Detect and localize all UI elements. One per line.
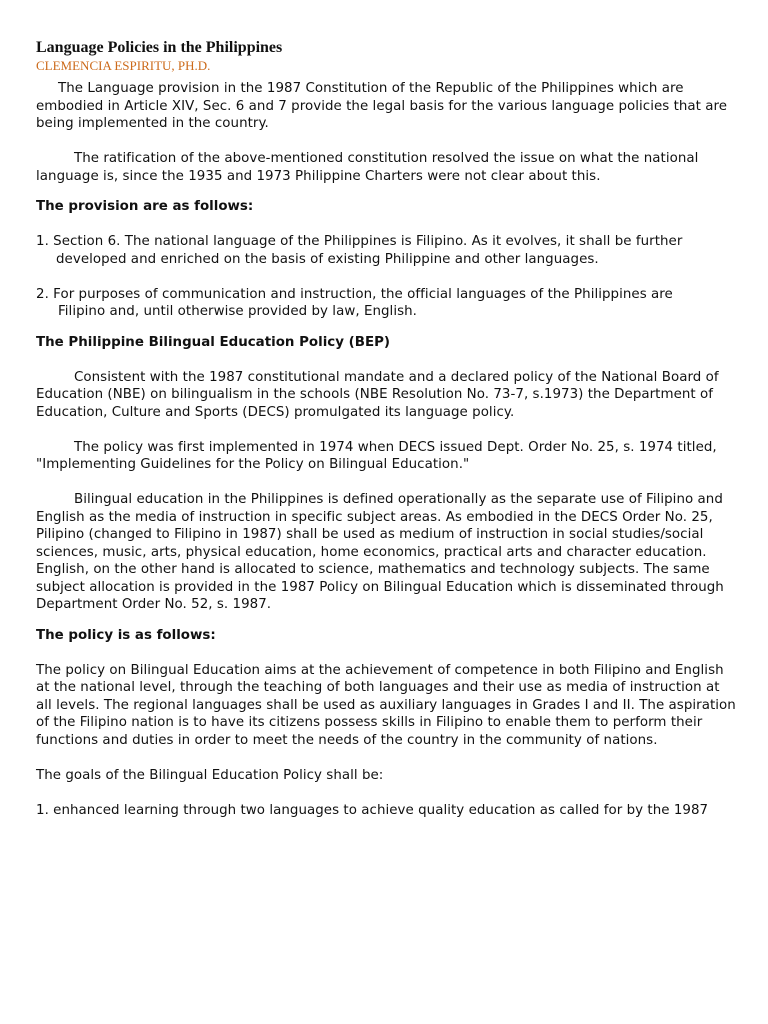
paragraph-policy-aims: The policy on Bilingual Education aims at the achievement of competence in both Filipino and English at the national level, through the teaching of both languages and their use as media of instruction at all levels. The regional languages shall be used as auxiliary languages in Grades I and II. The aspiration of the Filipino nation is to have its citizens possess skills in Filipino to enable them to perform their functions and duties in order to meet the needs of the country in the community of nations. bbox=[36, 662, 736, 748]
paragraph-ratification: The ratification of the above-mentioned constitution resolved the issue on what the national language is, since the 1935 and 1973 Philippine Charters were not clear about this. bbox=[36, 151, 699, 184]
heading-policy: The policy is as follows: bbox=[36, 627, 216, 643]
paragraph-language-provision: The Language provision in the 1987 Constitution of the Republic of the Philippines which are embodied in Article XIV, Sec. 6 and 7 provide the legal basis for the various language policies that are being implemented in the country. bbox=[36, 81, 728, 131]
heading-bep: The Philippine Bilingual Education Policy (BEP) bbox=[36, 334, 391, 350]
goal-item-1: 1. enhanced learning through two languages to achieve quality education as called for by the 1987 bbox=[36, 802, 709, 818]
document-title: Language Policies in the Philippines bbox=[36, 39, 283, 56]
paragraph-first-implemented: The policy was first implemented in 1974 when DECS issued Dept. Order No. 25, s. 1974 titled, "Implementing Guidelines for the Policy on Bilingual Education." bbox=[36, 439, 717, 472]
provision-item-2-line-2: Filipino and, until otherwise provided by law, English. bbox=[58, 304, 417, 319]
provision-item-1-line-2: developed and enriched on the basis of existing Philippine and other languages. bbox=[56, 251, 599, 267]
paragraph-goals-intro: The goals of the Bilingual Education Policy shall be: bbox=[36, 767, 384, 783]
provision-item-1-line-1: 1. Section 6. The national language of the Philippines is Filipino. As it evolves, it shall be further bbox=[36, 234, 683, 249]
paragraph-constitutional-mandate: Consistent with the 1987 constitutional mandate and a declared policy of the National Board of Education (NBE) on bilingualism in the schools (NBE Resolution No. 73-7, s.1973) the Department of Education, Culture and Sports (DECS) promulgated its language policy. bbox=[36, 369, 719, 420]
provision-item-2-line-1: 2. For purposes of communication and instruction, the official languages of the Philippines are bbox=[36, 286, 673, 302]
heading-provisions: The provision are as follows: bbox=[36, 199, 254, 214]
paragraph-bilingual-definition: Bilingual education in the Philippines is defined operationally as the separate use of Filipino and English as the media of instruction in specific subject areas. As embodied in the DECS Order No. 25, Pilipino (changed to Filipino in 1987) shall be used as medium of instruction in social studies/social sciences, music, arts, physical education, home economics, practical arts and character education. English, on the other hand is allocated to science, mathematics and technology subjects. The same subject allocation is provided in the 1987 Policy on Bilingual Education which is disseminated through Department Order No. 52, s. 1987. bbox=[36, 492, 724, 612]
document-author: CLEMENCIA ESPIRITU, PH.D. bbox=[36, 58, 211, 73]
